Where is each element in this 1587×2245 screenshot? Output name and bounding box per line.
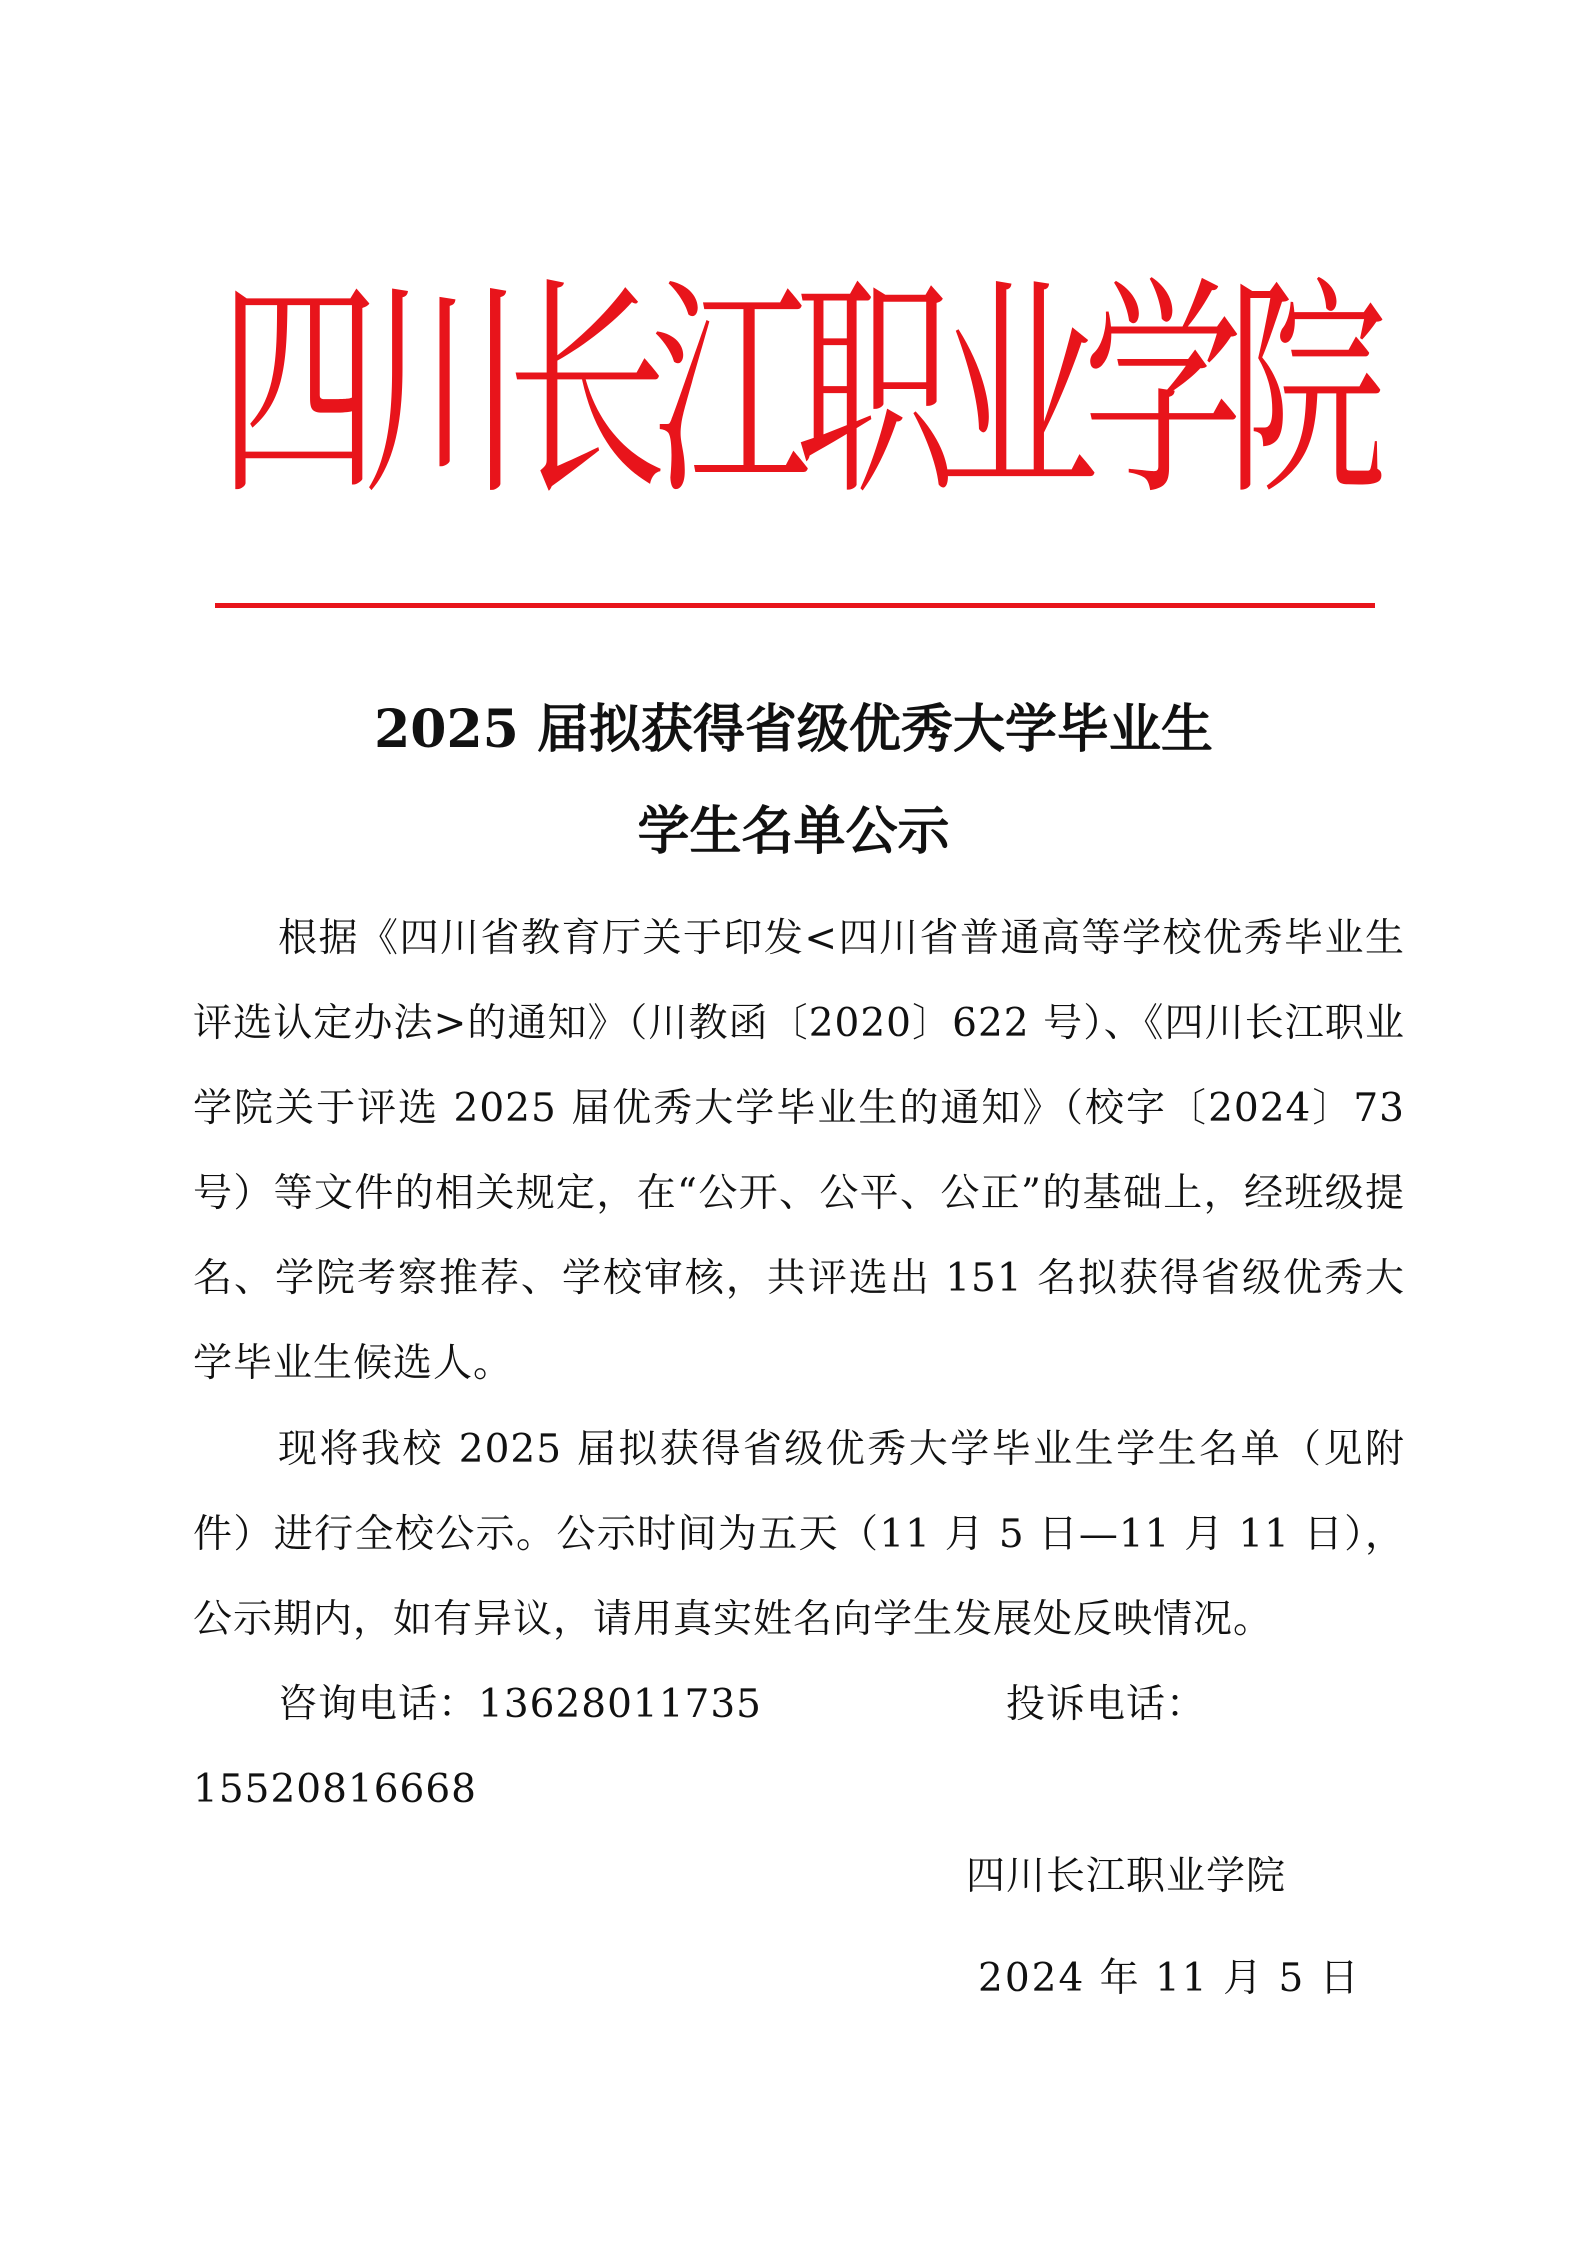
signature-date: 2024 年 11 月 5 日 [978, 1956, 1361, 2001]
consult-phone: 咨询电话：13628011735 [278, 1682, 762, 1727]
red-divider-line [215, 603, 1375, 608]
body-paragraph-1: 根据《四川省教育厅关于印发<四川省普通高等学校优秀毕业生评选认定办法>的通知》（川教函〔2020〕622 号）、《四川长江职业学院关于评选 2025 届优秀大学毕业生的通知》（校字〔2024〕73 号）等文件的相关规定，在“公开、公平、公正”的基础上，经班级提名、学院考察推荐、学校审核，共评选出 151 名拟获得省级优秀大学毕业生候选人。 [193, 916, 1405, 1386]
notice-title-line-2: 学生名单公示 [637, 801, 950, 862]
signature-organization: 四川长江职业学院 [966, 1854, 1287, 1899]
body-paragraph-2: 现将我校 2025 届拟获得省级优秀大学毕业生学生名单（见附件）进行全校公示。公示时间为五天（11 月 5 日—11 月 11 日），公示期内，如有异议，请用真实姓名向学生发展处反映情况。 [193, 1427, 1405, 1642]
complaint-phone-number: 15520816668 [193, 1767, 477, 1812]
institution-masthead: 四川长江职业学院 [218, 255, 1371, 527]
complaint-phone-label: 投诉电话： [1006, 1682, 1207, 1727]
notice-title-line-1: 2025 届拟获得省级优秀大学毕业生 [374, 699, 1213, 760]
